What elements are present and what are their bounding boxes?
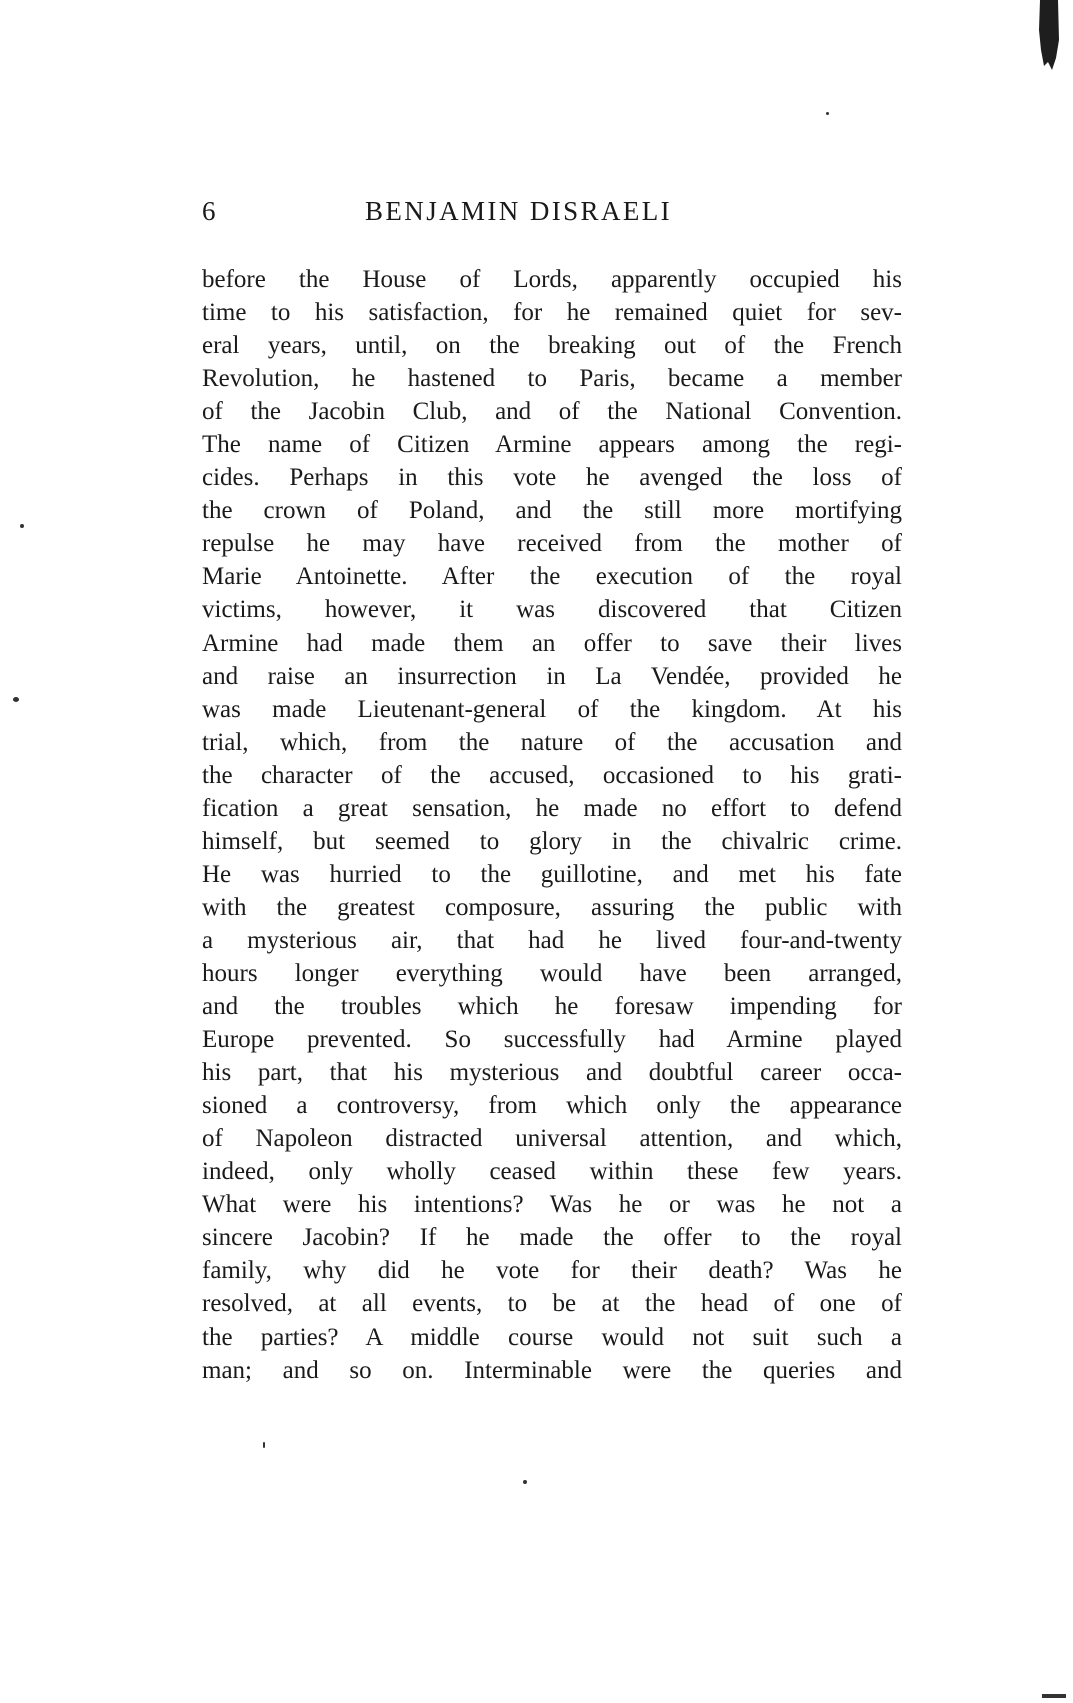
text-line: himself, but seemed to glory in the chivalric crime. — [202, 827, 902, 855]
text-line: of Napoleon distracted universal attention, and which, — [202, 1125, 902, 1153]
text-line: the crown of Poland, and the still more mortifying — [202, 497, 902, 525]
text-line: fication a great sensation, he made no effort to defend — [202, 794, 902, 822]
text-line: Marie Antoinette. After the execution of the royal — [202, 563, 902, 591]
scan-speck — [826, 112, 829, 115]
scan-speck — [13, 697, 19, 702]
text-line: sincere Jacobin? If he made the offer to the royal — [202, 1224, 902, 1252]
text-line: family, why did he vote for their death? Was he — [202, 1257, 902, 1285]
text-line: Europe prevented. So successfully had Armine played — [202, 1026, 902, 1054]
scan-artifact-bottom — [1042, 1694, 1066, 1698]
text-line: the character of the accused, occasioned to his grati- — [202, 761, 902, 789]
text-line: with the greatest composure, assuring the public with — [202, 893, 902, 921]
text-line: The name of Citizen Armine appears among the regi- — [202, 431, 902, 459]
scan-artifact-top — [1038, 0, 1060, 72]
text-line: eral years, until, on the breaking out of the French — [202, 332, 902, 360]
text-line: and the troubles which he foresaw impending for — [202, 993, 902, 1021]
text-line: and raise an insurrection in La Vendée, provided he — [202, 662, 902, 690]
scan-speck — [20, 524, 24, 528]
text-line: man; and so on. Interminable were the queries and — [202, 1356, 902, 1384]
text-line: Armine had made them an offer to save their lives — [202, 629, 902, 657]
text-line: cides. Perhaps in this vote he avenged the loss of — [202, 464, 902, 492]
text-line: What were his intentions? Was he or was he not a — [202, 1191, 902, 1219]
scan-speck — [523, 1480, 527, 1484]
text-line: sioned a controversy, from which only the appearance — [202, 1092, 902, 1120]
text-line: hours longer everything would have been arranged, — [202, 959, 902, 987]
text-line: indeed, only wholly ceased within these few years. — [202, 1158, 902, 1186]
text-line: victims, however, it was discovered that Citizen — [202, 596, 902, 624]
running-title: BENJAMIN DISRAELI — [365, 196, 673, 226]
text-line: a mysterious air, that had he lived four-and-twenty — [202, 926, 902, 954]
text-line: repulse he may have received from the mother of — [202, 530, 902, 558]
running-head — [202, 196, 902, 236]
body-text — [202, 263, 902, 1387]
text-line: his part, that his mysterious and doubtful career occa- — [202, 1059, 902, 1087]
text-line: before the House of Lords, apparently occupied his — [202, 266, 902, 293]
text-line: was made Lieutenant-general of the kingdom. At his — [202, 695, 902, 723]
text-line: trial, which, from the nature of the accusation and — [202, 728, 902, 756]
text-line: resolved, at all events, to be at the head of one of — [202, 1290, 902, 1318]
scan-speck — [263, 1442, 265, 1448]
text-line: of the Jacobin Club, and of the National Convention. — [202, 398, 902, 426]
text-line: the parties? A middle course would not suit such a — [202, 1323, 902, 1351]
text-line: He was hurried to the guillotine, and met his fate — [202, 860, 902, 888]
text-line: time to his satisfaction, for he remained quiet for sev- — [202, 299, 902, 327]
page-number: 6 — [202, 196, 216, 226]
text-line: Revolution, he hastened to Paris, became a member — [202, 365, 902, 393]
